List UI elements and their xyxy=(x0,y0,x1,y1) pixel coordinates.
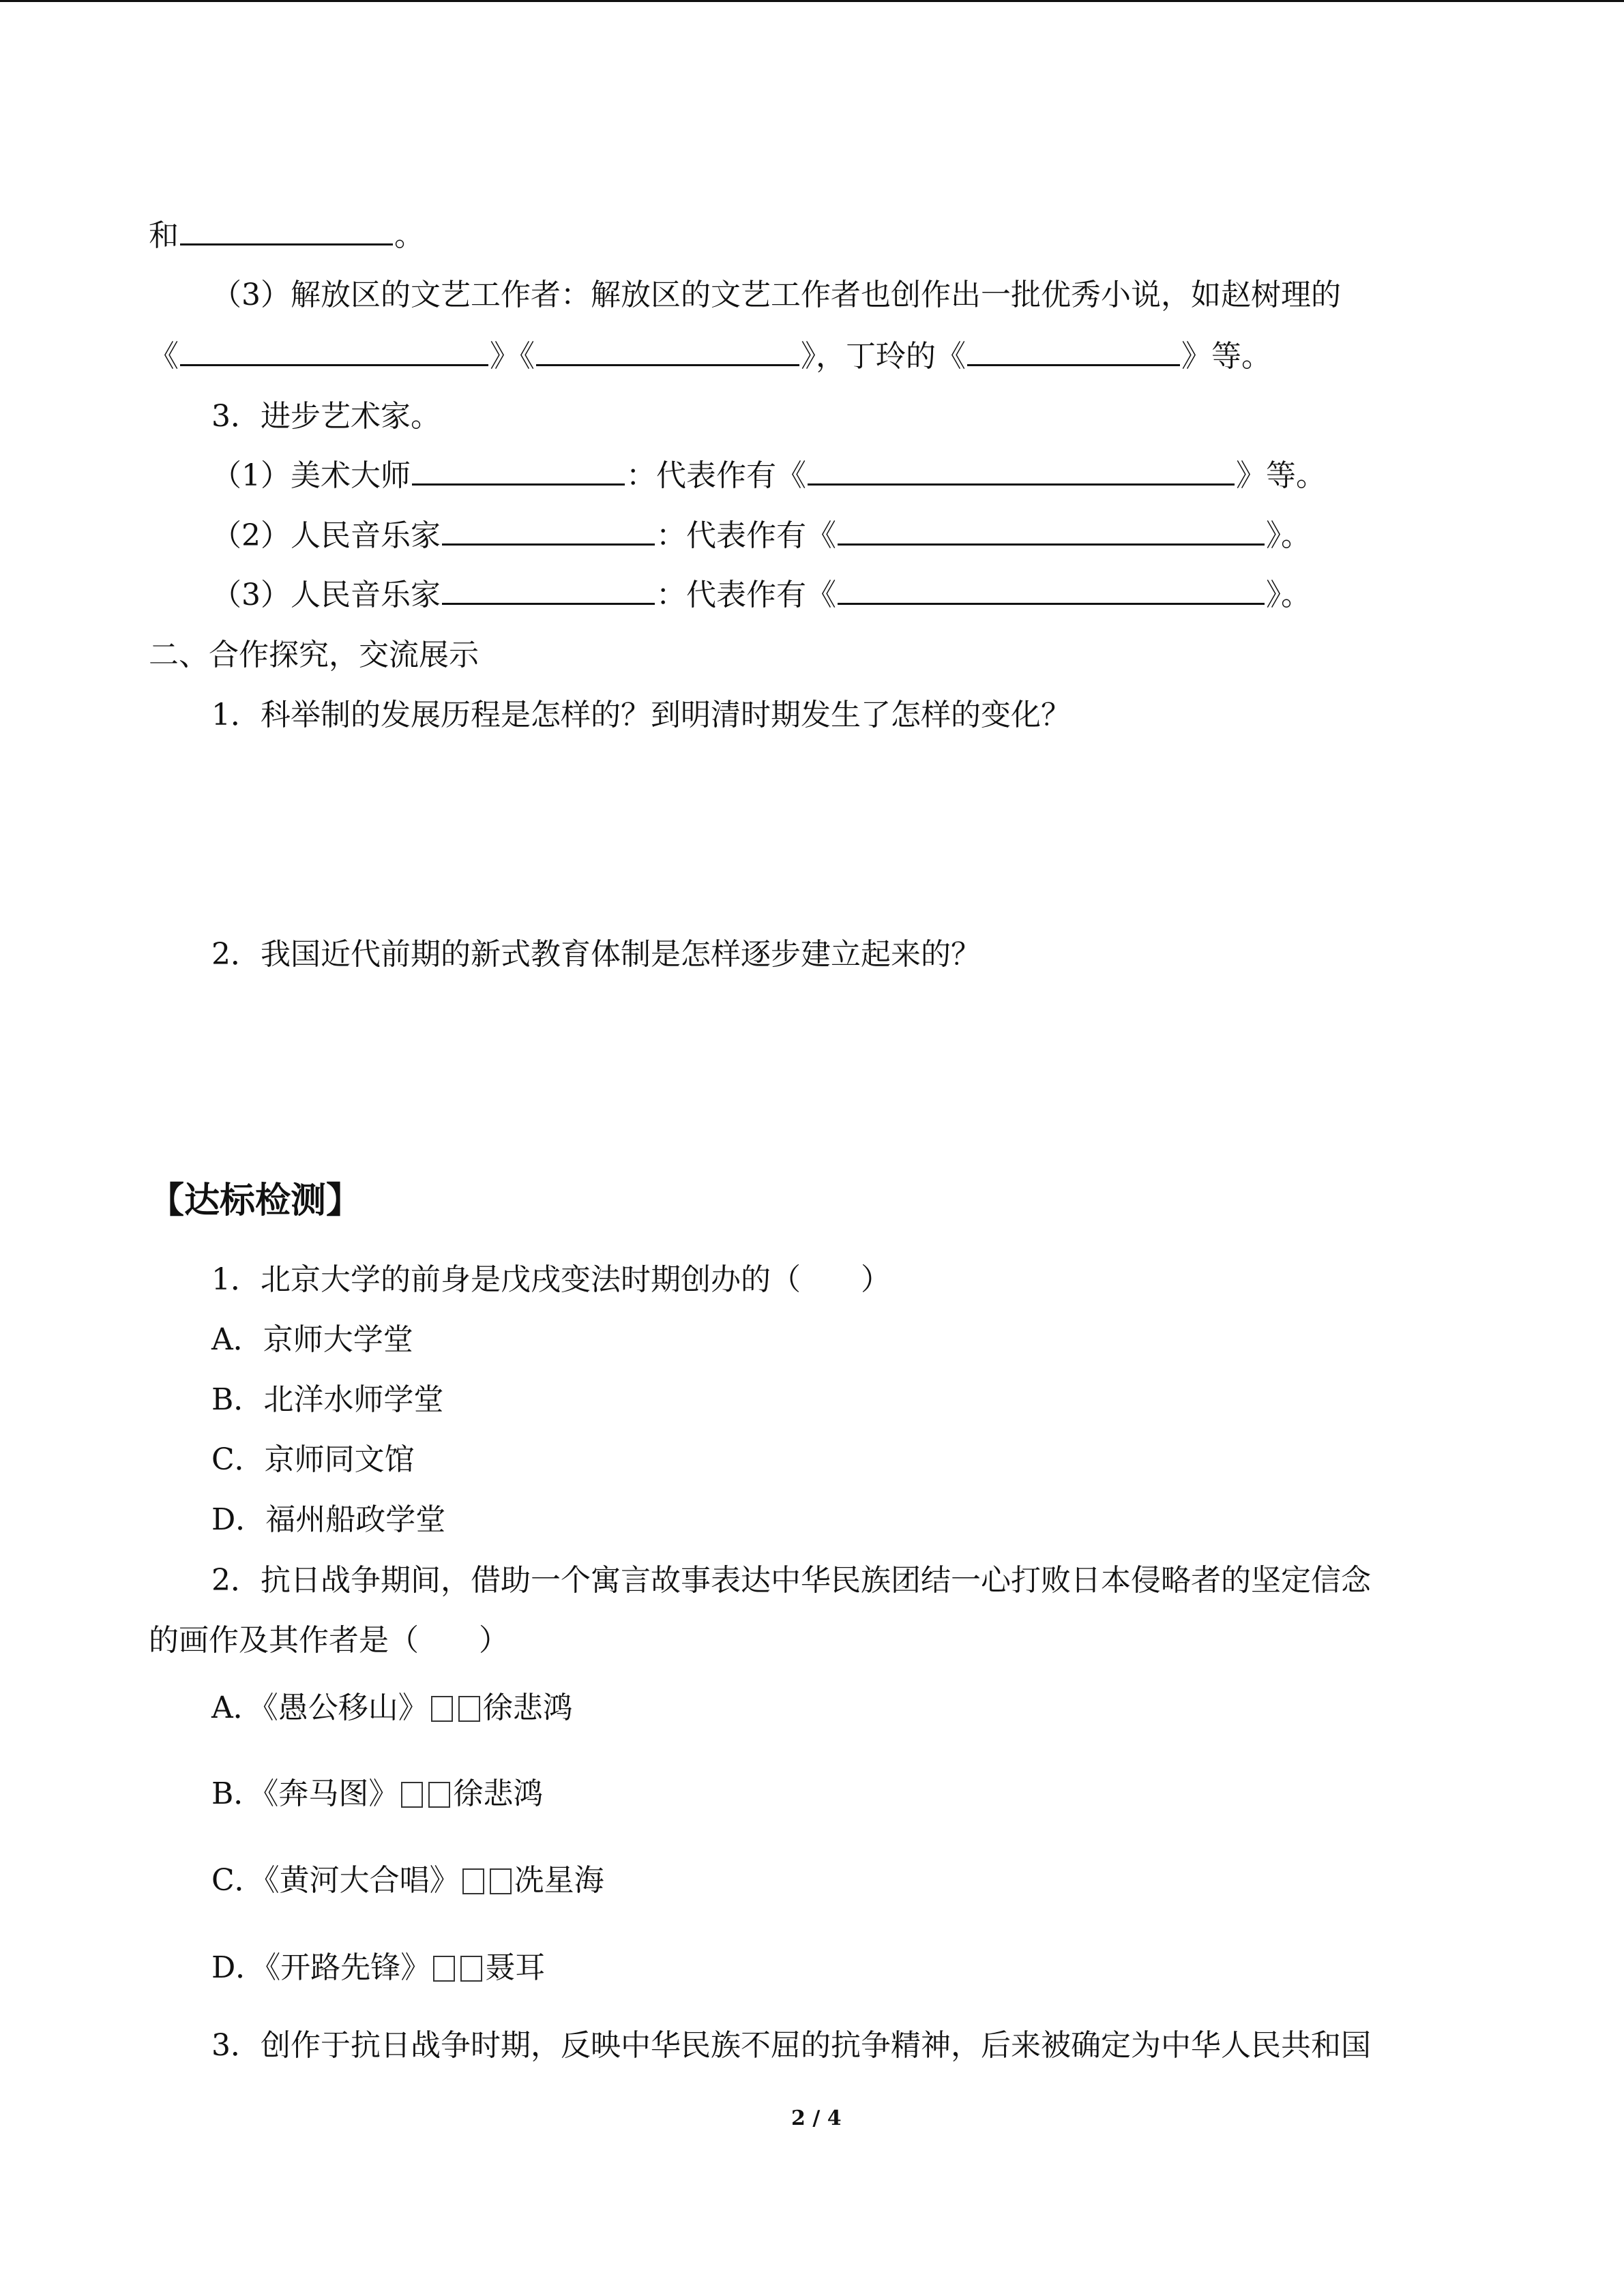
option-b[interactable]: B．北洋水师学堂 xyxy=(211,1382,444,1417)
question-2: 2．我国近代前期的新式教育体制是怎样逐步建立起来的？ xyxy=(211,937,981,972)
liberated-area-line: （3）解放区的文艺工作者：解放区的文艺工作者也创作出一批优秀小说，如赵树理的 xyxy=(211,278,1341,312)
page-number: 2 / 4 xyxy=(791,2106,842,2130)
option-d[interactable]: D．福州船政学堂 xyxy=(211,1502,446,1537)
placeholder-box-icon xyxy=(462,1868,484,1894)
placeholder-box-icon xyxy=(401,1782,423,1808)
answer-blank[interactable] xyxy=(442,576,655,605)
fill-line-1: 和 。 xyxy=(149,215,424,256)
answer-blank[interactable] xyxy=(808,456,1235,486)
answer-blank[interactable] xyxy=(412,456,625,486)
fill-line-novels: 《 》《 》，丁玲的《 》等。 xyxy=(149,336,1271,377)
placeholder-box-icon xyxy=(460,1956,482,1982)
test-question-2-line2: 的画作及其作者是（ ） xyxy=(149,1623,509,1658)
q2-option-c[interactable]: C．《黄河大合唱》 冼星海 xyxy=(211,1863,604,1898)
option-a[interactable]: A．京师大学堂 xyxy=(211,1322,413,1357)
q2-option-a[interactable]: A．《愚公移山》 徐悲鸿 xyxy=(211,1690,573,1725)
top-border xyxy=(0,0,1624,2)
q2-option-d[interactable]: D．《开路先锋》 聂耳 xyxy=(211,1950,546,1985)
fill-line-artist-3: （3）人民音乐家 ：代表作有《 》。 xyxy=(211,575,1311,616)
option-c[interactable]: C．京师同文馆 xyxy=(211,1442,415,1477)
fill-line-artist-1: （1）美术大师 ：代表作有《 》等。 xyxy=(211,456,1326,496)
answer-blank[interactable] xyxy=(967,337,1180,366)
q2-option-b[interactable]: B．《奔马图》 徐悲鸿 xyxy=(211,1776,544,1811)
answer-blank[interactable] xyxy=(536,337,799,366)
test-heading: 【达标检测】 xyxy=(149,1180,362,1221)
test-question-3-line1: 3．创作于抗日战争时期，反映中华民族不屈的抗争精神，后来被确定为中华人民共和国 xyxy=(211,2028,1371,2063)
answer-blank[interactable] xyxy=(838,576,1265,605)
answer-blank[interactable] xyxy=(838,516,1265,546)
item-progressive-artists: 3．进步艺术家。 xyxy=(211,399,441,434)
answer-blank[interactable] xyxy=(180,337,488,366)
question-1: 1．科举制的发展历程是怎样的？到明清时期发生了怎样的变化？ xyxy=(211,698,1071,732)
placeholder-box-icon xyxy=(490,1868,512,1894)
answer-blank[interactable] xyxy=(442,516,655,546)
placeholder-box-icon xyxy=(458,1696,480,1722)
placeholder-box-icon xyxy=(431,1696,453,1722)
placeholder-box-icon xyxy=(428,1782,450,1808)
test-question-2-line1: 2．抗日战争期间，借助一个寓言故事表达中华民族团结一心打败日本侵略者的坚定信念 xyxy=(211,1563,1371,1598)
section-title-cooperation: 二、合作探究，交流展示 xyxy=(149,638,479,672)
fill-line-artist-2: （2）人民音乐家 ：代表作有《 》。 xyxy=(211,516,1311,556)
answer-blank[interactable] xyxy=(180,216,393,245)
placeholder-box-icon xyxy=(433,1956,455,1982)
test-question-1: 1．北京大学的前身是戊戌变法时期创办的（ ） xyxy=(211,1262,891,1297)
